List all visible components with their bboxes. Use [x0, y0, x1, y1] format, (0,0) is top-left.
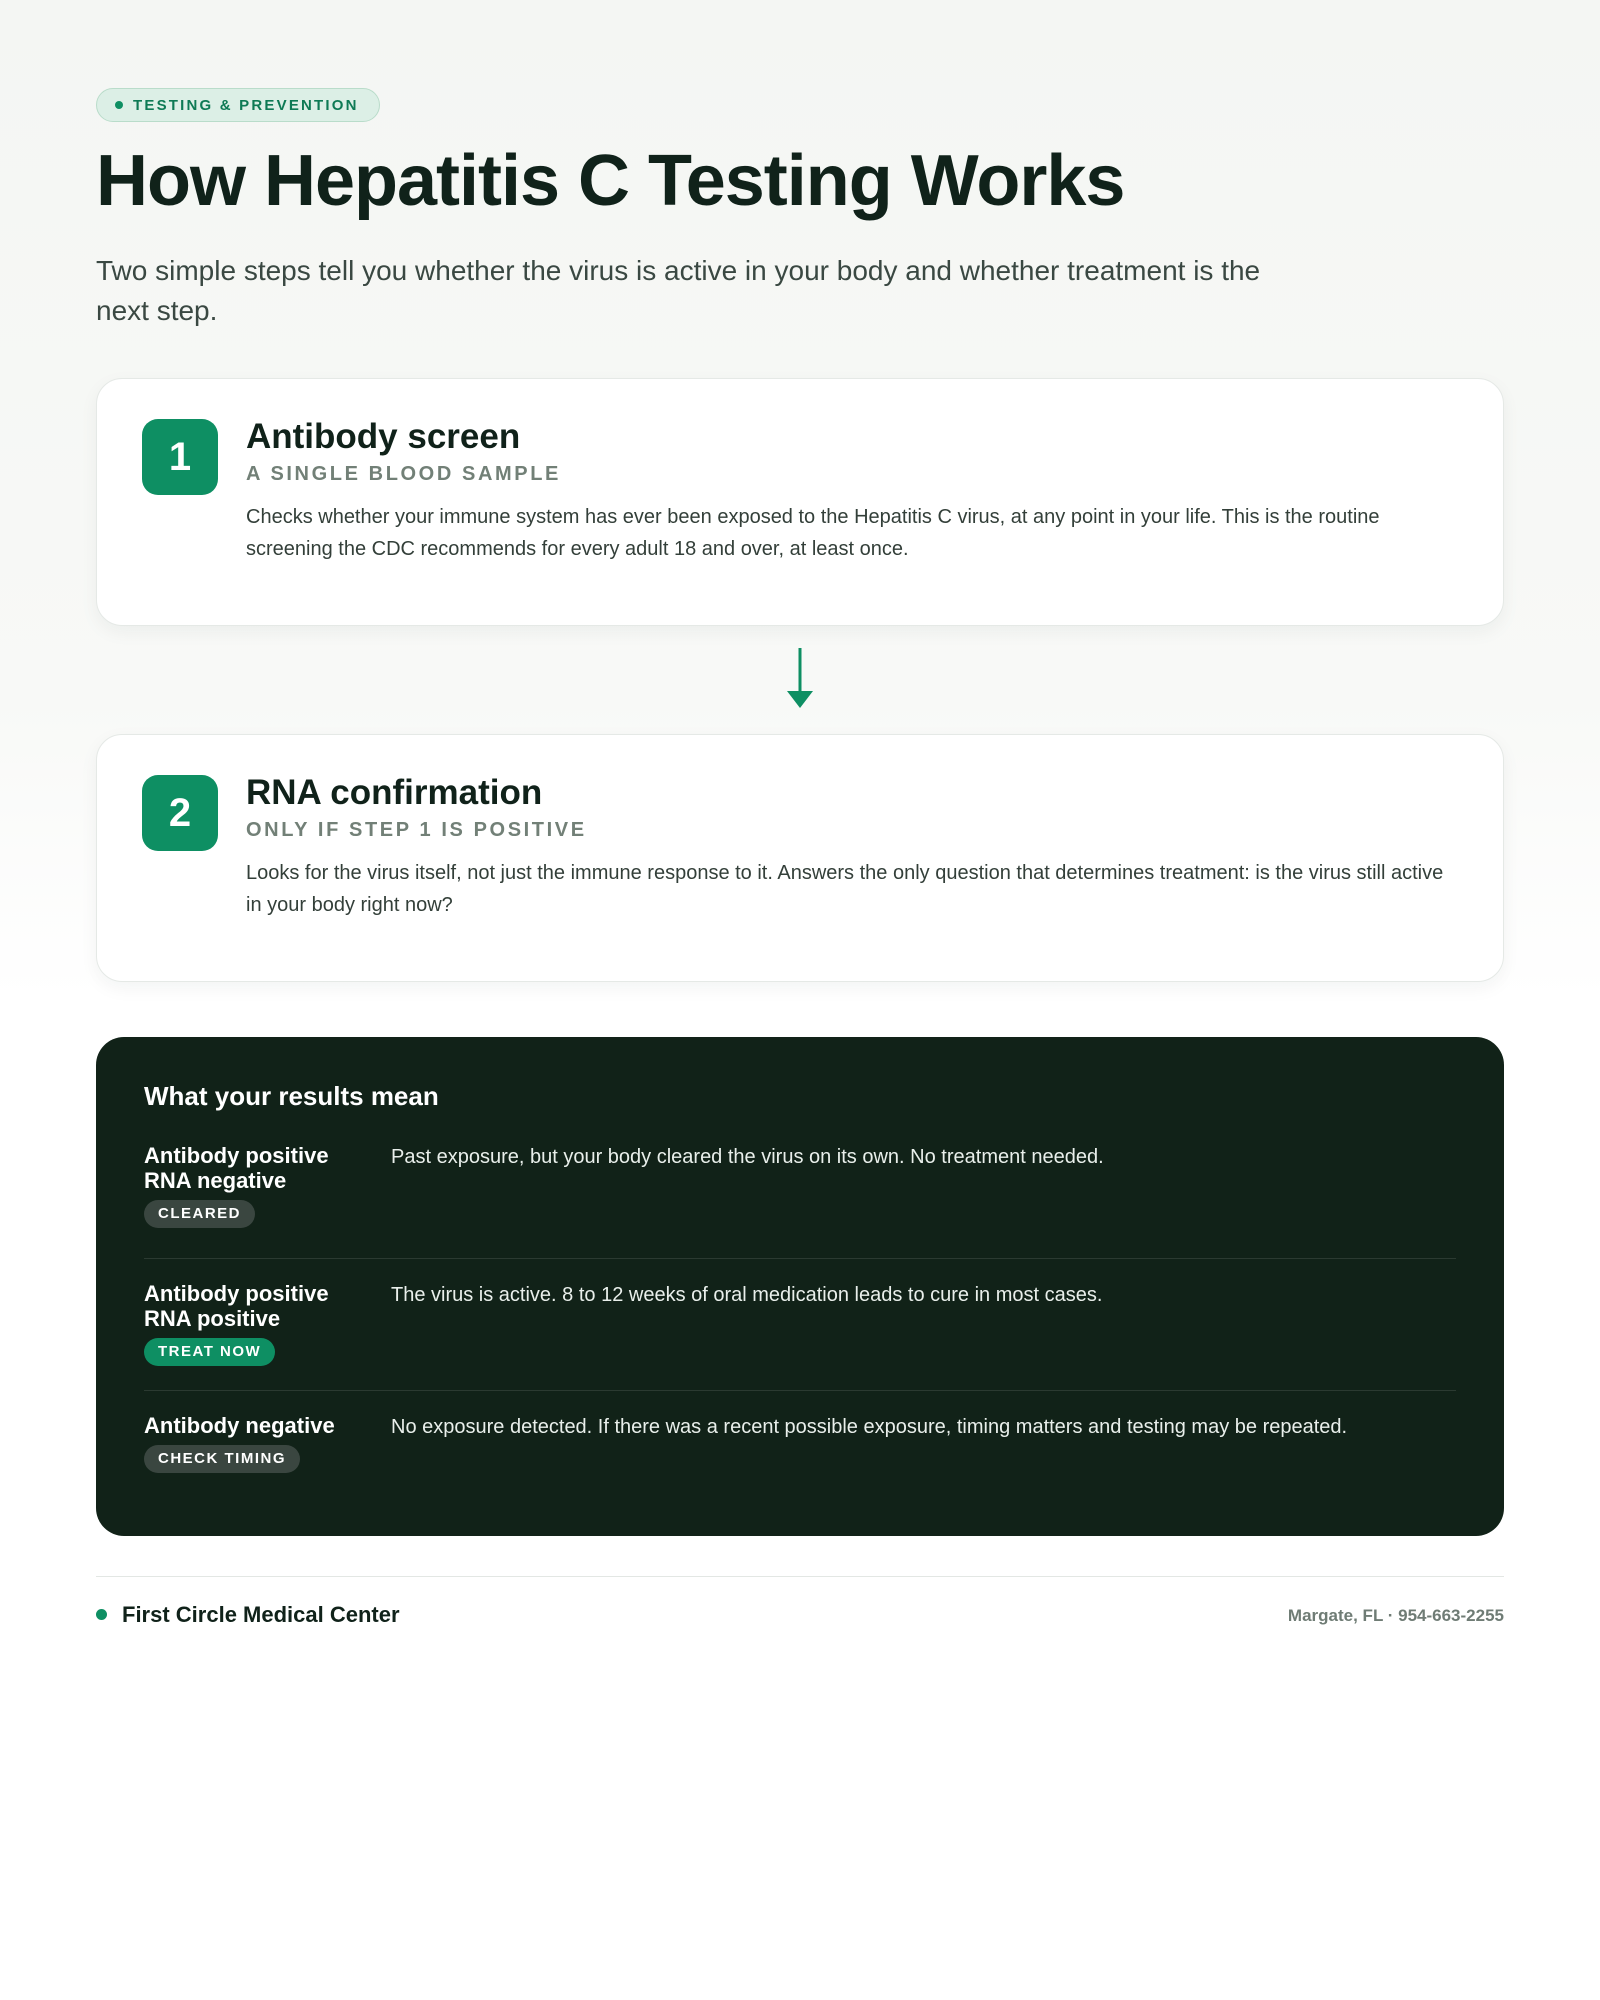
- result-description: The virus is active. 8 to 12 weeks of oral medication leads to cure in most cases.: [391, 1284, 1103, 1306]
- result-label-line: Antibody positive: [144, 1281, 329, 1306]
- page-content: [96, 88, 1504, 1627]
- organization-name: First Circle Medical Center: [122, 1602, 400, 1627]
- status-badge: CHECK TIMING: [144, 1445, 300, 1473]
- category-label: TESTING & PREVENTION: [133, 96, 359, 114]
- step-number-badge: 1: [142, 419, 218, 495]
- dot-icon: [96, 1609, 107, 1620]
- step-content: [246, 417, 1446, 565]
- result-row: [144, 1391, 1456, 1473]
- results-panel: [96, 1037, 1504, 1536]
- result-label-line: Antibody negative: [144, 1413, 335, 1438]
- step-number-badge: 2: [142, 775, 218, 851]
- category-pill: [96, 88, 380, 122]
- dot-icon: [115, 101, 123, 109]
- result-label-line: RNA positive: [144, 1306, 281, 1331]
- result-condition: [144, 1413, 391, 1473]
- step-title: RNA confirmation: [246, 773, 543, 812]
- result-condition: [144, 1143, 391, 1258]
- step-card-antibody: [96, 378, 1504, 626]
- page-subtitle: Two simple steps tell you whether the virus is active in your body and whether treatment is the next step.: [96, 255, 1261, 327]
- result-row: [144, 1259, 1456, 1391]
- step-description: Checks whether your immune system has ever been exposed to the Hepatitis C virus, at any point in your life. This is the routine screening the CDC recommends for every adult 18 and over, at least once.: [246, 506, 1380, 560]
- result-row: [144, 1143, 1456, 1259]
- result-label-line: RNA negative: [144, 1168, 287, 1193]
- contact-info: Margate, FL · 954-663-2255: [1287, 1606, 1504, 1625]
- step-card-rna: [96, 734, 1504, 982]
- results-title: What your results mean: [144, 1081, 439, 1111]
- result-condition: [144, 1281, 391, 1390]
- result-description: No exposure detected. If there was a recent possible exposure, timing matters and testing may be repeated.: [391, 1416, 1348, 1438]
- page-title: How Hepatitis C Testing Works: [96, 141, 1125, 221]
- status-badge: TREAT NOW: [144, 1338, 275, 1366]
- step-kicker: A SINGLE BLOOD SAMPLE: [246, 463, 561, 485]
- step-title: Antibody screen: [246, 417, 521, 456]
- status-badge: CLEARED: [144, 1200, 255, 1228]
- step-content: [246, 773, 1446, 921]
- step-kicker: ONLY IF STEP 1 IS POSITIVE: [246, 819, 587, 841]
- result-label-line: Antibody positive: [144, 1143, 329, 1168]
- result-description: Past exposure, but your body cleared the virus on its own. No treatment needed.: [391, 1146, 1104, 1168]
- arrow-down-icon: [784, 648, 816, 712]
- step-description: Looks for the virus itself, not just the immune response to it. Answers the only question that determines treatment: is the virus still active in your body right now?: [246, 862, 1444, 916]
- footer: [96, 1576, 1504, 1641]
